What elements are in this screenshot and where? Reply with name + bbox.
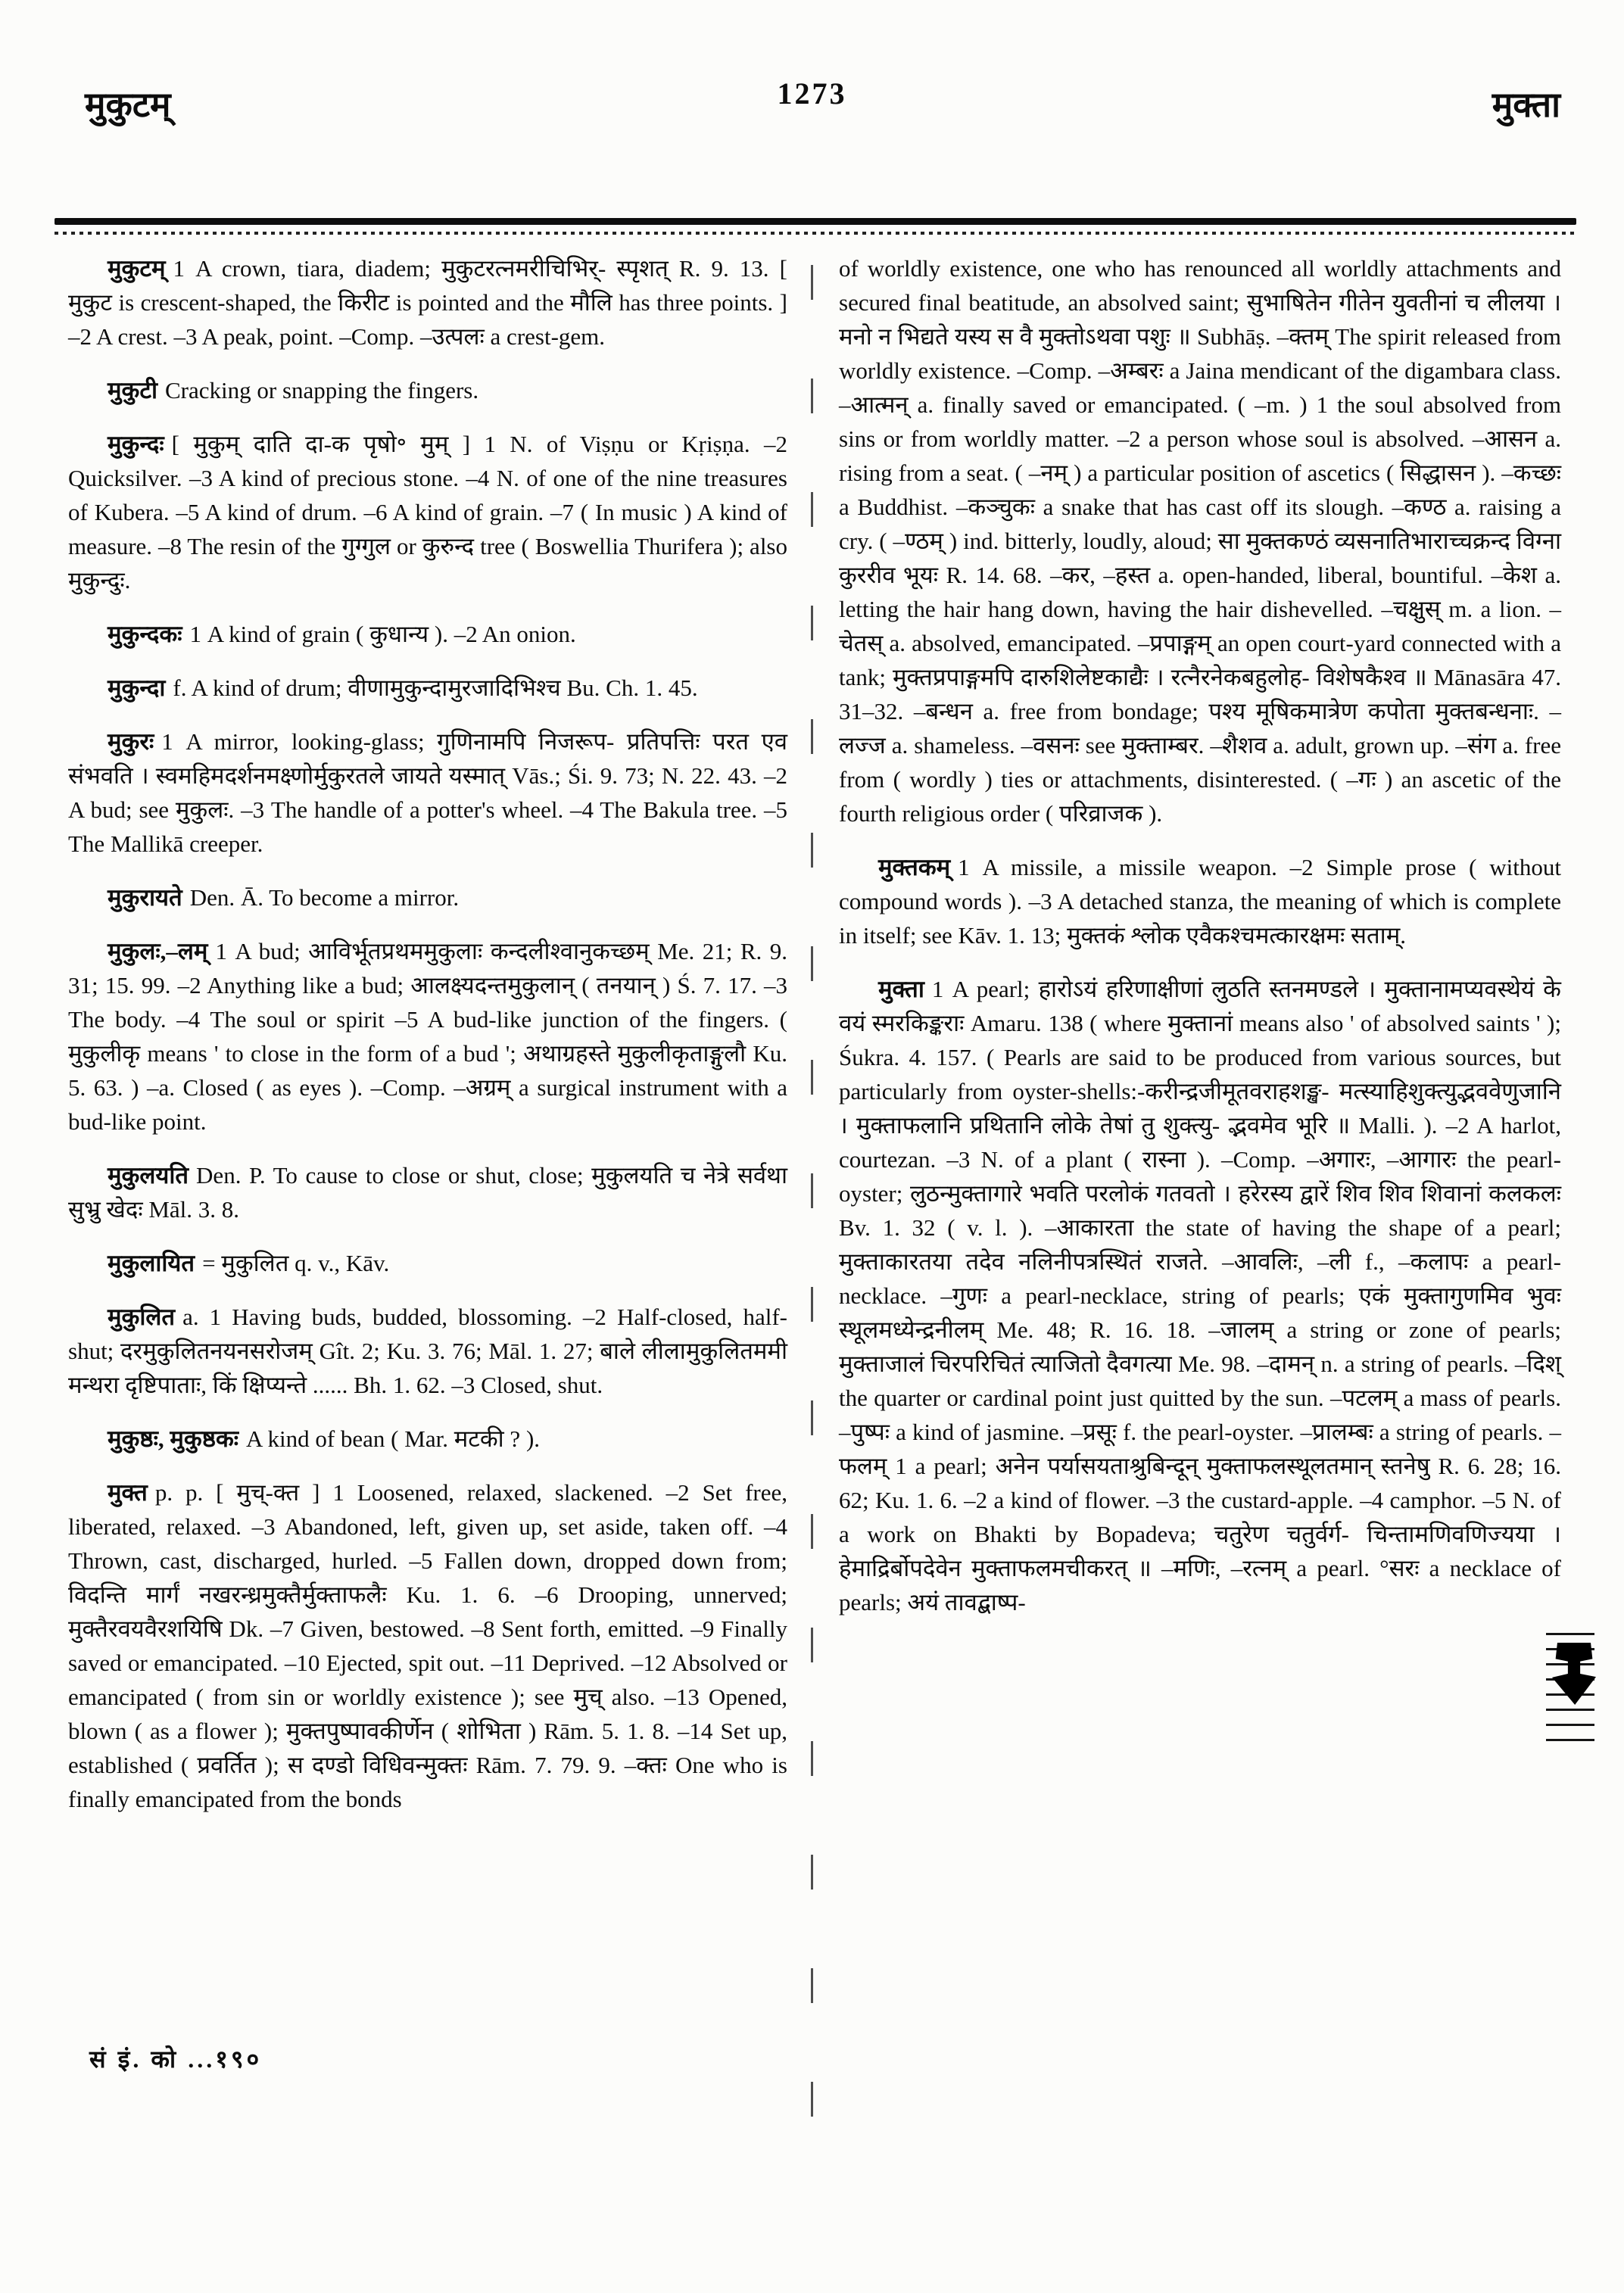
entry-headword: मुकुरायते: [108, 884, 182, 911]
entry-headword: मुक्तकम्: [878, 854, 951, 880]
ink-blot-mark: [1546, 1620, 1601, 1744]
printer-signature-mark: सं इं. को ...१९०: [89, 2045, 263, 2073]
entry-body: 1 A bud; आविर्भूतप्रथममुकुलाः कन्दलीश्वानुकच्छम् Me. 21; R. 9. 31; 15. 99. –2 Anything like a bud; आलक्ष्यदन्तमुकुलान् ( तनयान् ) Ś. 7. 17. –3 The body. –4 The soul or spirit –5 A bud-like junction of the fingers. ( मुकुलीकृ means ' to close in the form of a bud '; अथाग्रहस्ते मुकुलीकृताङ्गुलौ Ku. 5. 63. ) –a. Closed ( as eyes ). –Comp. –अग्रम् a surgical instrument with a bud-like point.: [68, 938, 787, 1135]
entry-headword: मुकुन्दा: [108, 675, 166, 701]
page-number: 1273: [777, 76, 847, 111]
entry-body: 1 A mirror, looking-glass; गुणिनामपि निजरूप- प्रतिपत्तिः परत एव संभवति । स्वमहिमदर्शनमक्ष्णोर्मुकुरतले जायते यस्मात् Vās.; Śi. 9. 73; N. 22. 43. –2 A bud; see मुकुलः. –3 The handle of a potter's wheel. –4 The Bakula tree. –5 The Mallikā creeper.: [68, 728, 787, 857]
running-head-right-headword: मुक्ता: [1492, 86, 1560, 124]
dictionary-entry: [68, 934, 787, 1139]
entry-body: A kind of bean ( Mar. मटकी ? ).: [246, 1425, 541, 1452]
entry-headword: मुकुलः,–लम्: [108, 938, 208, 964]
entry-body: 1 A crown, tiara, diadem; मुकुटरत्नमरीचिभिर्- स्पृशत् R. 9. 13. [ मुकुट is crescent-shaped, the किरीट is pointed and the मौलि has three points. ] –2 A crest. –3 A peak, point. –Comp. –उत्पलः a crest-gem.: [68, 255, 787, 350]
dictionary-entry: [68, 617, 787, 651]
entry-body: 1 A missile, a missile weapon. –2 Simple prose ( without compound words ). –3 A detached stanza, the meaning of which is complete in itself; see Kāv. 1. 13; मुक्तकं श्लोक एवैकश्चमत्कारक्षमः सताम्.: [839, 854, 1561, 949]
entry-headword: मुकुरः: [108, 728, 154, 755]
dictionary-entry: [839, 972, 1561, 1619]
entry-headword: मुक्ता: [878, 976, 924, 1002]
dictionary-entry: [68, 1836, 787, 1870]
dictionary-entry: [68, 724, 787, 861]
entry-headword: मुकुलित: [108, 1304, 176, 1330]
entry-headword: मुकुटम्: [108, 255, 166, 282]
entry-body: = मुकुलित q. v., Kāv.: [202, 1250, 390, 1276]
entry-body: 1 A pearl; हारोऽयं हरिणाक्षीणां लुठति स्तनमण्डले । मुक्तानामप्यवस्थेयं के वयं स्मरकिङ्कराः Amaru. 138 ( where मुक्तानां means also ' of absolved saints ' ); Śukra. 4. 157. ( Pearls are said to be produced from various sources, but particularly from oyster-shells:-करीन्द्रजीमूतवराहशङ्ख- मत्स्याहिशुक्त्युद्भववेणुजानि । मुक्ताफलानि प्रथितानि लोके तेषां तु शुक्त्यु- द्भवमेव भूरि ॥ Malli. ). –2 A harlot, courtezan. –3 N. of a plant ( रास्ना ). –Comp. –अगारः, –आगारः the pearl-oyster; लुठन्मुक्तागारे भवति परलोकं गतवतो । हरेरस्य द्वारें शिव शिव शिवानां कलकलः Bv. 1. 32 ( v. l. ). –आकारता the state of having the shape of a pearl; मुक्ताकारतया तदेव नलिनीपत्रस्थितं राजते. –आवलिः, –ली f., –कलापः a pearl-necklace. –गुणः a pearl-necklace, string of pearls; एकं मुक्तागुणमिव भुवः स्थूलमध्येन्द्रनीलम् Me. 48; R. 16. 18. –जालम् a string or zone of pearls; मुक्ताजालं चिरपरिचितं त्याजितो दैवगत्या Me. 98. –दामन् n. a string of pearls. –दिश् the quarter or cardinal point just quitted by the sun. –पटलम् a mass of pearls. –पुष्पः a kind of jasmine. –प्रसूः f. the pearl-oyster. –प्रालम्बः a string of pearls. –फलम् 1 a pearl; अनेन पर्यासयताश्रुबिन्दून् मुक्ताफलस्थूलतमान् स्तनेषु R. 6. 28; 16. 62; Ku. 1. 6. –2 a kind of flower. –3 the custard-apple. –4 camphor. –5 N. of a work on Bhakti by Bopadeva; चतुरेण चतुर्वर्ग- चिन्तामणिवणिज्यया । हेमाद्रिर्बोपदेवेन मुक्ताफलमचीकरत् ॥ –मणिः, –रत्नम् a pearl. °सरः a necklace of pearls; अयं तावद्बाष्प-: [839, 976, 1561, 1615]
column-divider-rule: [811, 265, 813, 2173]
dictionary-entry: [68, 1300, 787, 1402]
running-head-left-headword: मुकुटम्: [85, 86, 171, 124]
entry-body: Cracking or snapping the fingers.: [165, 377, 479, 403]
entry-body: Den. P. To cause to close or shut, close; मुकुलयति च नेत्रे सर्वथा सुभ्रु खेदः Māl. 3. 8.: [68, 1162, 787, 1223]
dictionary-entry: [68, 1475, 787, 1816]
dictionary-entry: [68, 671, 787, 705]
entry-body: [ मुकुम् दाति दा-क पृषो॰ मुम् ] 1 N. of Viṣṇu or Kṛiṣṇa. –2 Quicksilver. –3 A kind of precious stone. –4 N. of one of the nine treasures of Kubera. –5 A kind of drum. –6 A kind of grain. –7 ( In music ) A kind of measure. –8 The resin of the गुग्गुल or कुरुन्द tree ( Boswellia Thurifera ); also मुकुन्दुः.: [68, 431, 787, 594]
entry-body: of worldly existence, one who has renounced all worldly attachments and secured final beatitude, an absolved saint; सुभाषितेन गीतेन युवतीनां च लीलया । मनो न भिद्यते यस्य स वै मुक्तोऽथवा पशुः ॥ Subhāṣ. –क्तम् The spirit released from worldly existence. –Comp. –अम्बरः a Jaina mendicant of the digambara class. –आत्मन् a. finally saved or emancipated. ( –m. ) 1 the soul absolved from sins or from worldly matter. –2 a person whose soul is absolved. –आसन a. rising from a seat. ( –नम् ) a particular position of ascetics ( सिद्धासन ). –कच्छः a Buddhist. –कञ्चुकः a snake that has cast off its slough. –कण्ठ a. raising a cry. ( –ण्ठम् ) ind. bitterly, loudly, aloud; सा मुक्तकण्ठं व्यसनातिभाराच्चक्रन्द विग्ना कुररीव भूयः R. 14. 68. –कर, –हस्त a. open-handed, liberal, bountiful. –केश a. letting the hair hang down, having the hair dishevelled. –चक्षुस् m. a lion. –चेतस् a. absolved, emancipated. –प्रपाङ्गम् an open court-yard connected with a tank; मुक्तप्रपाङ्गमपि दारुशिलेष्टकाद्यैः । रत्नैरनेकबहुलोह- विशेषकैश्व ॥ Mānasāra 47. 31–32. –बन्धन a. free from bondage; पश्य मूषिकमात्रेण कपोता मुक्तबन्धनाः. –लज्ज a. shameless. –वसनः see मुक्ताम्बर. –शैशव a. adult, grown up. –संग a. free from ( wordly ) ties or attachments, disinterested. ( –गः ) an ascetic of the fourth religious order ( परिव्राजक ).: [839, 255, 1561, 827]
left-column: [68, 251, 787, 1890]
entry-headword: मुकुलायित: [108, 1250, 195, 1276]
entry-body: f. A kind of drum; वीणामुकुन्दामुरजादिभिश्च Bu. Ch. 1. 45.: [173, 675, 698, 701]
entry-headword: मुक्त: [108, 1479, 148, 1506]
entry-body: p. p. [ मुच्-क्त ] 1 Loosened, relaxed, slackened. –2 Set free, liberated, relaxed. –3 Abandoned, left, given up, set aside, taken off. –4 Thrown, cast, discharged, hurled. –5 Fallen down, dropped down from; विदन्ति मार्गं नखरन्ध्रमुक्तैर्मुक्ताफलैः Ku. 1. 6. –6 Drooping, unnerved; मुक्तैरवयवैरशयिषि Dk. –7 Given, bestowed. –8 Sent forth, emitted. –9 Finally saved or emancipated. –10 Ejected, spit out. –11 Deprived. –12 Absolved or emancipated ( from sin or worldly existence ); see मुच् also. –13 Opened, blown ( as a flower ); मुक्तपुष्पावकीर्णेन ( शोभिता ) Rām. 5. 1. 8. –14 Set up, established ( प्रवर्तित ); स दण्डो विधिवन्मुक्तः Rām. 7. 79. 9. –क्तः One who is finally emancipated from the bonds: [68, 1479, 787, 1812]
entry-headword: मुकुटी: [108, 377, 157, 403]
entry-headword: मुकुन्दः: [108, 431, 164, 457]
dictionary-entry: [68, 251, 787, 354]
dictionary-entry: [68, 1246, 787, 1280]
dictionary-entry: [68, 427, 787, 597]
dictionary-entry: [68, 373, 787, 407]
entry-headword: मुकुलयति: [108, 1162, 189, 1189]
dictionary-entry: [839, 850, 1561, 952]
entry-body: 1 A kind of grain ( कुधान्य ). –2 An onion.: [189, 621, 576, 647]
dictionary-entry-continuation: [839, 251, 1561, 830]
right-column: [839, 251, 1561, 1639]
entry-headword: मुकुन्दकः: [108, 621, 182, 647]
dictionary-entry: [68, 1158, 787, 1226]
entry-body: a. 1 Having buds, budded, blossoming. –2 Half-closed, half-shut; दरमुकुलितनयनसरोजम् Gît. 2; Ku. 3. 76; Māl. 1. 27; बाले लीलामुकुलितममी मन्थरा दृष्टिपाताः, किं क्षिप्यन्ते ...... Bh. 1. 62. –3 Closed, shut.: [68, 1304, 787, 1398]
entry-headword: मुकुष्ठः, मुकुष्ठकः: [108, 1425, 239, 1452]
dictionary-entry: [68, 1422, 787, 1456]
dictionary-entry: [68, 880, 787, 914]
header-rule-thick: [55, 218, 1576, 225]
entry-body: Den. Ā. To become a mirror.: [189, 884, 460, 911]
header-rule-dotted: [55, 232, 1576, 235]
